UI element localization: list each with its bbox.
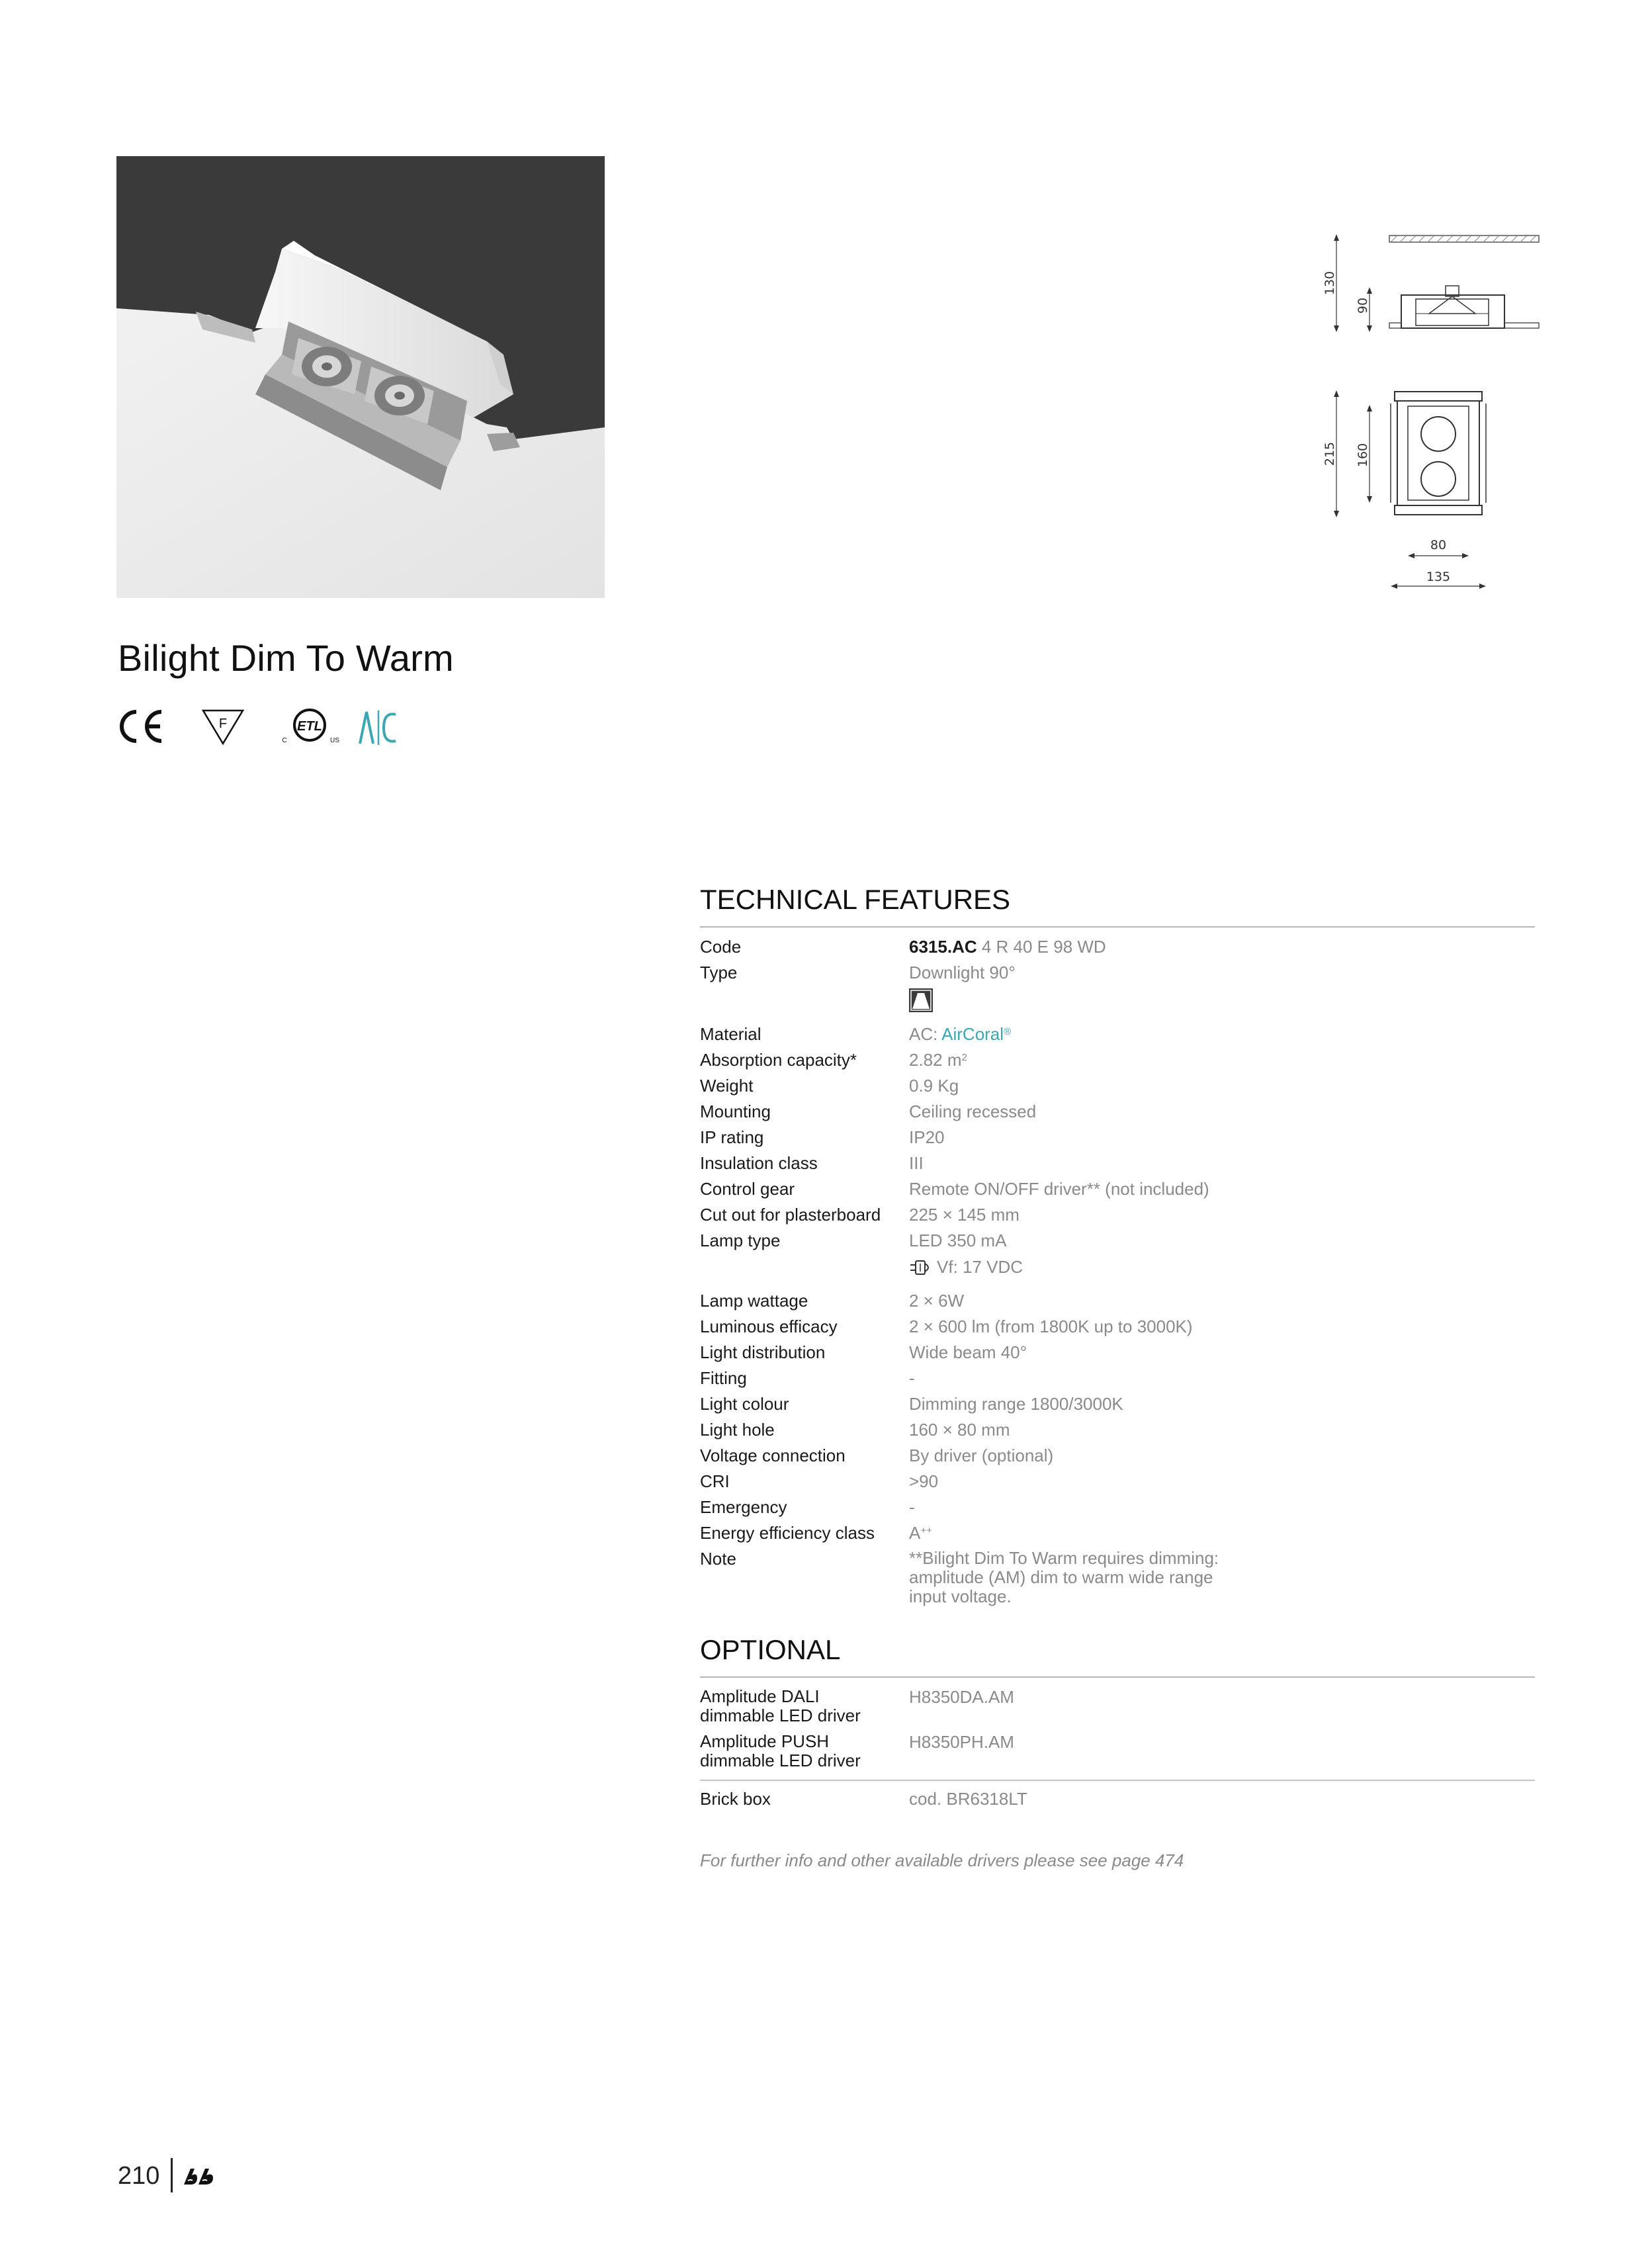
spec-value <box>909 1257 1023 1281</box>
led-driver-icon <box>909 1258 933 1281</box>
spec-label: Mounting <box>700 1102 771 1121</box>
energy-class-value: A <box>909 1523 921 1543</box>
spec-label: Cut out for plasterboard <box>700 1205 881 1225</box>
spec-label: Type <box>700 963 738 982</box>
spec-value: Dimming range 1800/3000K <box>909 1394 1123 1414</box>
spec-value: 2 × 600 lm (from 1800K up to 3000K) <box>909 1317 1193 1336</box>
f-mark-label: F <box>218 716 228 731</box>
etl-mark-c: C <box>282 737 287 744</box>
spec-value: LED 350 mA <box>909 1231 1007 1250</box>
spec-value: Ceiling recessed <box>909 1102 1037 1121</box>
spec-label: Brick box <box>700 1789 771 1809</box>
spec-label: Fitting <box>700 1368 747 1388</box>
further-info-footnote: For further info and other available drivers please see page 474 <box>700 1850 1184 1870</box>
spec-label: Light distribution <box>700 1342 826 1362</box>
spec-value: III <box>909 1153 924 1173</box>
spec-value: H8350DA.AM <box>909 1687 1014 1707</box>
technical-drawing <box>1317 225 1542 609</box>
spec-value: 225 × 145 mm <box>909 1205 1020 1225</box>
spec-label: Insulation class <box>700 1153 818 1173</box>
product-title: Bilight Dim To Warm <box>118 637 454 679</box>
technical-features-rule <box>700 926 1535 928</box>
brand-logo-icon <box>181 2165 216 2192</box>
ac-mark-icon <box>359 709 398 750</box>
spec-value: H8350PH.AM <box>909 1732 1014 1752</box>
spec-value: - <box>909 1368 915 1388</box>
spec-value: 0.9 Kg <box>909 1076 959 1096</box>
absorption-unit-sup: 2 <box>961 1052 967 1063</box>
product-photo <box>116 156 605 598</box>
spec-value <box>909 1050 967 1070</box>
spec-label: CRI <box>700 1471 730 1491</box>
dim-width-total: 135 <box>1426 570 1451 584</box>
spec-label: Note <box>700 1549 736 1569</box>
spec-label: Code <box>700 937 742 957</box>
optional-row-push <box>700 1732 1534 1772</box>
f-mark-icon <box>201 708 245 750</box>
spec-label: Light hole <box>700 1420 775 1440</box>
spec-value: cod. BR6318LT <box>909 1789 1027 1809</box>
spec-value <box>909 1523 932 1543</box>
spec-label: Lamp type <box>700 1231 781 1250</box>
spec-value: **Bilight Dim To Warm requires dimming: amplitude (AM) dim to warm wide range input voltage. <box>909 1548 1219 1606</box>
spec-label: IP rating <box>700 1127 764 1147</box>
etl-mark-label: ETL <box>297 719 322 734</box>
dim-length-inner: 160 <box>1356 443 1370 468</box>
spec-label: Control gear <box>700 1179 795 1199</box>
spec-value: IP20 <box>909 1127 945 1147</box>
spec-label: Lamp wattage <box>700 1291 808 1311</box>
downlight-type-icon <box>909 988 933 1016</box>
spec-value: 2 × 6W <box>909 1291 965 1311</box>
etl-mark-us: US <box>330 737 339 744</box>
spec-label: Voltage connection <box>700 1446 846 1465</box>
page-number-divider <box>171 2158 173 2192</box>
ce-mark-icon <box>116 707 167 750</box>
spec-value: >90 <box>909 1471 939 1491</box>
spec-label: Material <box>700 1024 761 1044</box>
etl-mark-icon <box>278 708 341 751</box>
dim-length-total: 215 <box>1323 441 1337 466</box>
optional-row-dali <box>700 1687 1534 1727</box>
spec-value: - <box>909 1497 915 1517</box>
spec-label: Absorption capacity* <box>700 1050 857 1070</box>
absorption-value: 2.82 m <box>909 1050 962 1070</box>
spec-label: Light colour <box>700 1394 789 1414</box>
material-registered: ® <box>1004 1026 1012 1037</box>
product-code: 6315.AC <box>909 937 977 957</box>
spec-value: By driver (optional) <box>909 1446 1054 1465</box>
lamp-vf-value: Vf: 17 VDC <box>937 1257 1023 1277</box>
spec-label: Energy efficiency class <box>700 1523 875 1543</box>
dim-height-inner: 90 <box>1356 297 1370 314</box>
material-prefix: AC: <box>909 1024 942 1044</box>
spec-label: Luminous efficacy <box>700 1317 838 1336</box>
spec-value: Downlight 90° <box>909 963 1016 982</box>
technical-features-heading: TECHNICAL FEATURES <box>700 884 1011 915</box>
energy-class-sup: ++ <box>920 1525 932 1536</box>
dim-height-total: 130 <box>1323 271 1337 296</box>
spec-label: Weight <box>700 1076 754 1096</box>
page-number: 210 <box>118 2162 160 2190</box>
spec-value <box>909 937 1106 957</box>
optional-divider <box>700 1780 1535 1781</box>
spec-label: Amplitude DALI dimmable LED driver <box>700 1686 861 1725</box>
spec-value: Wide beam 40° <box>909 1342 1027 1362</box>
spec-value: 160 × 80 mm <box>909 1420 1010 1440</box>
spec-label: Amplitude PUSH dimmable LED driver <box>700 1731 861 1770</box>
spec-label: Emergency <box>700 1497 787 1517</box>
material-name: AirCoral <box>941 1024 1004 1044</box>
product-code-suffix: 4 R 40 E 98 WD <box>977 937 1106 957</box>
spec-value <box>909 1024 1011 1044</box>
optional-rule <box>700 1676 1535 1678</box>
optional-heading: OPTIONAL <box>700 1634 841 1665</box>
dim-width-inner: 80 <box>1430 538 1447 552</box>
spec-value: Remote ON/OFF driver** (not included) <box>909 1179 1209 1199</box>
